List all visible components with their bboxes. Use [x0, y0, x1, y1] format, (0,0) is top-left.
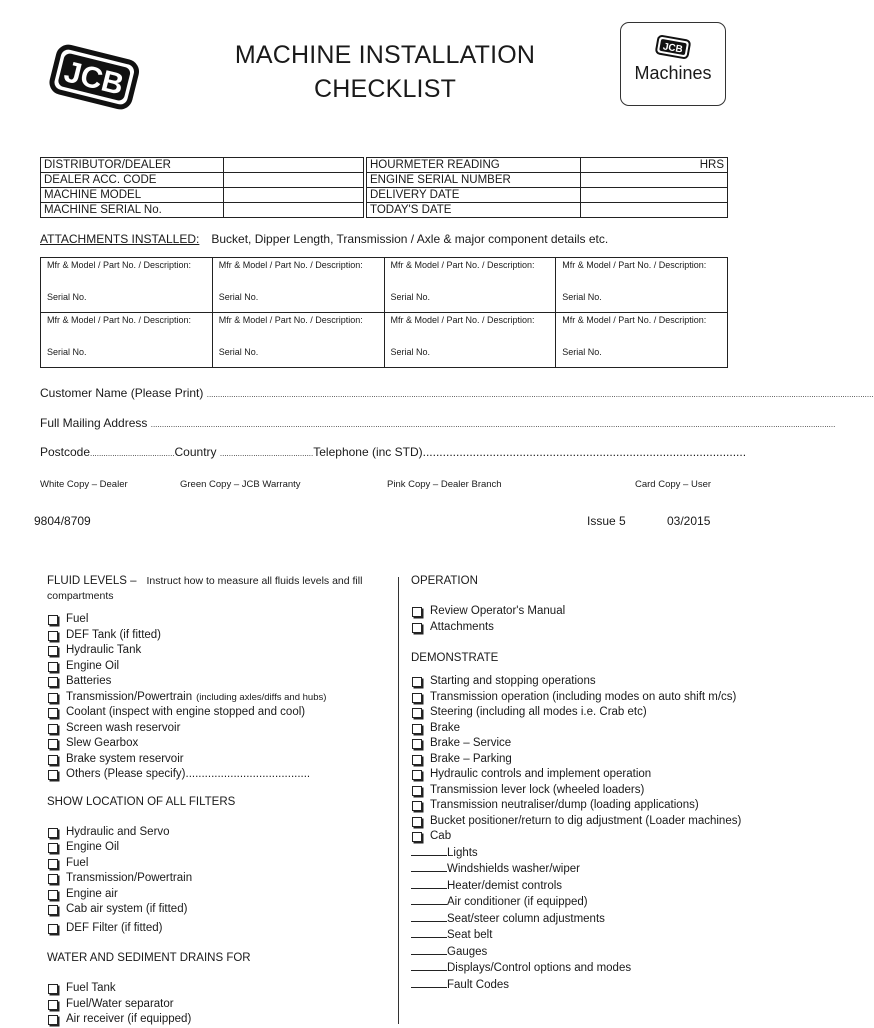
checkbox[interactable] [412, 801, 422, 811]
attachment-cell[interactable]: Mfr & Model / Part No. / Description: Serial No. [212, 258, 384, 313]
checkbox[interactable] [48, 662, 58, 672]
demonstrate-heading: DEMONSTRATE [411, 652, 499, 664]
table-row [41, 258, 728, 313]
checkbox[interactable] [412, 607, 422, 617]
checklist-item[interactable]: Brake – Parking [411, 752, 751, 768]
attachments-heading: ATTACHMENTS INSTALLED: Bucket, Dipper Length, Transmission / Axle & major component details etc. [40, 232, 609, 246]
attachment-cell[interactable]: Mfr & Model / Part No. / Description: Serial No. [384, 258, 556, 313]
jcb-logo [48, 40, 140, 116]
checklist-item[interactable]: Review Operator's Manual [411, 604, 751, 620]
issue-number: Issue 5 [587, 514, 626, 528]
checklist-item[interactable]: Transmission lever lock (wheeled loaders) [411, 783, 751, 799]
table-row: MACHINE MODEL [41, 188, 364, 203]
checklist-item[interactable]: Fuel [47, 856, 392, 872]
todays-date-field[interactable] [581, 203, 728, 218]
checkbox[interactable] [48, 828, 58, 838]
attachment-cell[interactable]: Mfr & Model / Part No. / Description: Serial No. [556, 258, 728, 313]
cab-sub-item[interactable]: Gauges [411, 944, 751, 961]
drains-heading: WATER AND SEDIMENT DRAINS FOR [47, 952, 251, 964]
customer-name-line[interactable]: Customer Name (Please Print) ............................................................................................................................................................................................................................................................................................................ [40, 386, 874, 400]
cab-sub-item[interactable]: Lights [411, 845, 751, 862]
checklist-item[interactable]: DEF Tank (if fitted) [47, 628, 392, 644]
cab-sub-item[interactable]: Windshields washer/wiper [411, 861, 751, 878]
mailing-address-line[interactable]: Full Mailing Address .................................................................................................................................................................................................................................................................................................................... [40, 416, 836, 430]
checklist-item[interactable]: Screen wash reservoir [47, 721, 392, 737]
delivery-date-field[interactable] [581, 188, 728, 203]
checklist-item[interactable]: Cab air system (if fitted) [47, 902, 392, 918]
checklist-item[interactable]: Starting and stopping operations [411, 674, 751, 690]
checklist-item[interactable]: Brake [411, 721, 751, 737]
hourmeter-field[interactable]: HRS [581, 158, 728, 173]
cab-sub-item[interactable]: Fault Codes [411, 977, 751, 994]
checkbox[interactable] [48, 770, 58, 780]
page-title: MACHINE INSTALLATION CHECKLIST [234, 41, 536, 103]
engine-serial-field[interactable] [581, 173, 728, 188]
attachments-grid [40, 257, 728, 368]
filters-heading: SHOW LOCATION OF ALL FILTERS [47, 795, 236, 808]
cab-sub-item[interactable]: Seat belt [411, 927, 751, 944]
issue-date: 03/2015 [667, 514, 711, 528]
checklist-item[interactable]: Others (Please specify)....................................... [47, 767, 392, 783]
checkbox[interactable] [412, 755, 422, 765]
checkbox[interactable] [48, 1015, 58, 1025]
checkbox[interactable] [412, 786, 422, 796]
table-row: DELIVERY DATE [367, 188, 728, 203]
dealer-field[interactable] [224, 158, 364, 173]
checkbox[interactable] [48, 739, 58, 749]
checkbox[interactable] [412, 623, 422, 633]
dealer-info-table [40, 157, 364, 218]
checkbox[interactable] [48, 1000, 58, 1010]
table-row: TODAY'S DATE [367, 203, 728, 218]
checklist-item[interactable]: Brake system reservoir [47, 752, 392, 768]
column-divider [398, 577, 399, 1024]
table-row: MACHINE SERIAL No. [41, 203, 364, 218]
checkbox[interactable] [48, 905, 58, 915]
cab-sub-item[interactable]: Heater/demist controls [411, 878, 751, 895]
checklist-item[interactable]: Engine air [47, 887, 392, 903]
checkbox[interactable] [412, 739, 422, 749]
left-checklist-column [47, 574, 392, 1028]
machine-model-field[interactable] [224, 188, 364, 203]
checkbox[interactable] [412, 724, 422, 734]
checkbox[interactable] [48, 843, 58, 853]
jcb-machines-badge [620, 22, 726, 106]
jcb-mini-logo [655, 35, 691, 59]
attachment-cell[interactable]: Mfr & Model / Part No. / Description: Serial No. [41, 313, 213, 368]
attachment-cell[interactable]: Mfr & Model / Part No. / Description: Serial No. [384, 313, 556, 368]
dealer-acc-code-field[interactable] [224, 173, 364, 188]
table-row: DISTRIBUTOR/DEALER [41, 158, 364, 173]
svg-text:JCB: JCB [60, 55, 127, 102]
checkbox[interactable] [48, 631, 58, 641]
table-row: ENGINE SERIAL NUMBER [367, 173, 728, 188]
machine-info-table [366, 157, 728, 218]
doc-number: 9804/8709 [34, 514, 91, 528]
operation-heading: OPERATION [411, 575, 478, 587]
table-row: HOURMETER READING HRS [367, 158, 728, 173]
checklist-item[interactable]: Hydraulic and Servo [47, 825, 392, 841]
checkbox[interactable] [412, 677, 422, 687]
checklist-item[interactable]: Engine Oil [47, 840, 392, 856]
checkbox[interactable] [48, 859, 58, 869]
checklist-item[interactable]: Air receiver (if equipped) [47, 1012, 392, 1028]
checklist-item[interactable]: Fuel [47, 612, 392, 628]
checkbox[interactable] [48, 984, 58, 994]
fluid-levels-heading: FLUID LEVELS – Instruct how to measure all fluids levels and fill compartments [47, 575, 363, 602]
checklist-item[interactable]: Hydraulic Tank [47, 643, 392, 659]
checkbox[interactable] [412, 770, 422, 780]
table-row [41, 313, 728, 368]
checklist-item[interactable]: Fuel Tank [47, 981, 392, 997]
checklist-item[interactable]: Fuel/Water separator [47, 997, 392, 1013]
checkbox[interactable] [48, 724, 58, 734]
checklist-item[interactable]: Hydraulic controls and implement operation [411, 767, 751, 783]
checklist-item[interactable]: Coolant (inspect with engine stopped and cool) [47, 705, 392, 721]
copy-green: Green Copy – JCB Warranty [180, 479, 301, 490]
checkbox[interactable] [48, 924, 58, 934]
checklist-item[interactable]: Transmission/Powertrain (including axles/diffs and hubs) [47, 690, 392, 706]
checklist-item[interactable]: Batteries [47, 674, 392, 690]
checkbox[interactable] [48, 646, 58, 656]
attachment-cell[interactable]: Mfr & Model / Part No. / Description: Serial No. [212, 313, 384, 368]
cab-sub-item[interactable]: Seat/steer column adjustments [411, 911, 751, 928]
checklist-item[interactable]: Engine Oil [47, 659, 392, 675]
cab-sub-item[interactable]: Displays/Control options and modes [411, 960, 751, 977]
checkbox[interactable] [412, 832, 422, 842]
postcode-country-telephone-line[interactable]: Postcode......................................Country ..........................................Telephone (inc STD)................................................................................................. [40, 445, 747, 459]
copy-pink: Pink Copy – Dealer Branch [387, 479, 502, 490]
checkbox[interactable] [48, 890, 58, 900]
checklist-item[interactable]: Transmission neutraliser/dump (loading applications) [411, 798, 751, 814]
table-row: DEALER ACC. CODE [41, 173, 364, 188]
checkbox[interactable] [412, 693, 422, 703]
checklist-item[interactable]: Attachments [411, 620, 751, 636]
checklist-item[interactable]: Brake – Service [411, 736, 751, 752]
checkbox[interactable] [48, 708, 58, 718]
copy-card: Card Copy – User [635, 479, 712, 490]
machine-serial-field[interactable] [224, 203, 364, 218]
checkbox[interactable] [48, 755, 58, 765]
checklist-item[interactable]: Transmission/Powertrain [47, 871, 392, 887]
checkbox[interactable] [412, 708, 422, 718]
checkbox[interactable] [48, 677, 58, 687]
checklist-item[interactable]: Transmission operation (including modes on auto shift m/cs) [411, 690, 751, 706]
checkbox[interactable] [48, 615, 58, 625]
cab-sub-item[interactable]: Air conditioner (if equipped) [411, 894, 751, 911]
badge-text: Machines [634, 63, 712, 83]
checklist-item[interactable]: Cab [411, 829, 751, 845]
attachment-cell[interactable]: Mfr & Model / Part No. / Description: Serial No. [41, 258, 213, 313]
right-checklist-column [411, 574, 751, 993]
checkbox[interactable] [48, 693, 58, 703]
svg-text:JCB: JCB [661, 41, 684, 56]
checklist-item[interactable]: Steering (including all modes i.e. Crab etc) [411, 705, 751, 721]
checkbox[interactable] [48, 874, 58, 884]
checklist-item[interactable]: Slew Gearbox [47, 736, 392, 752]
checklist-item[interactable]: DEF Filter (if fitted) [47, 921, 392, 937]
checkbox[interactable] [412, 817, 422, 827]
checklist-item[interactable]: Bucket positioner/return to dig adjustment (Loader machines) [411, 814, 751, 830]
copy-white: White Copy – Dealer [40, 479, 128, 490]
attachment-cell[interactable]: Mfr & Model / Part No. / Description: Serial No. [556, 313, 728, 368]
